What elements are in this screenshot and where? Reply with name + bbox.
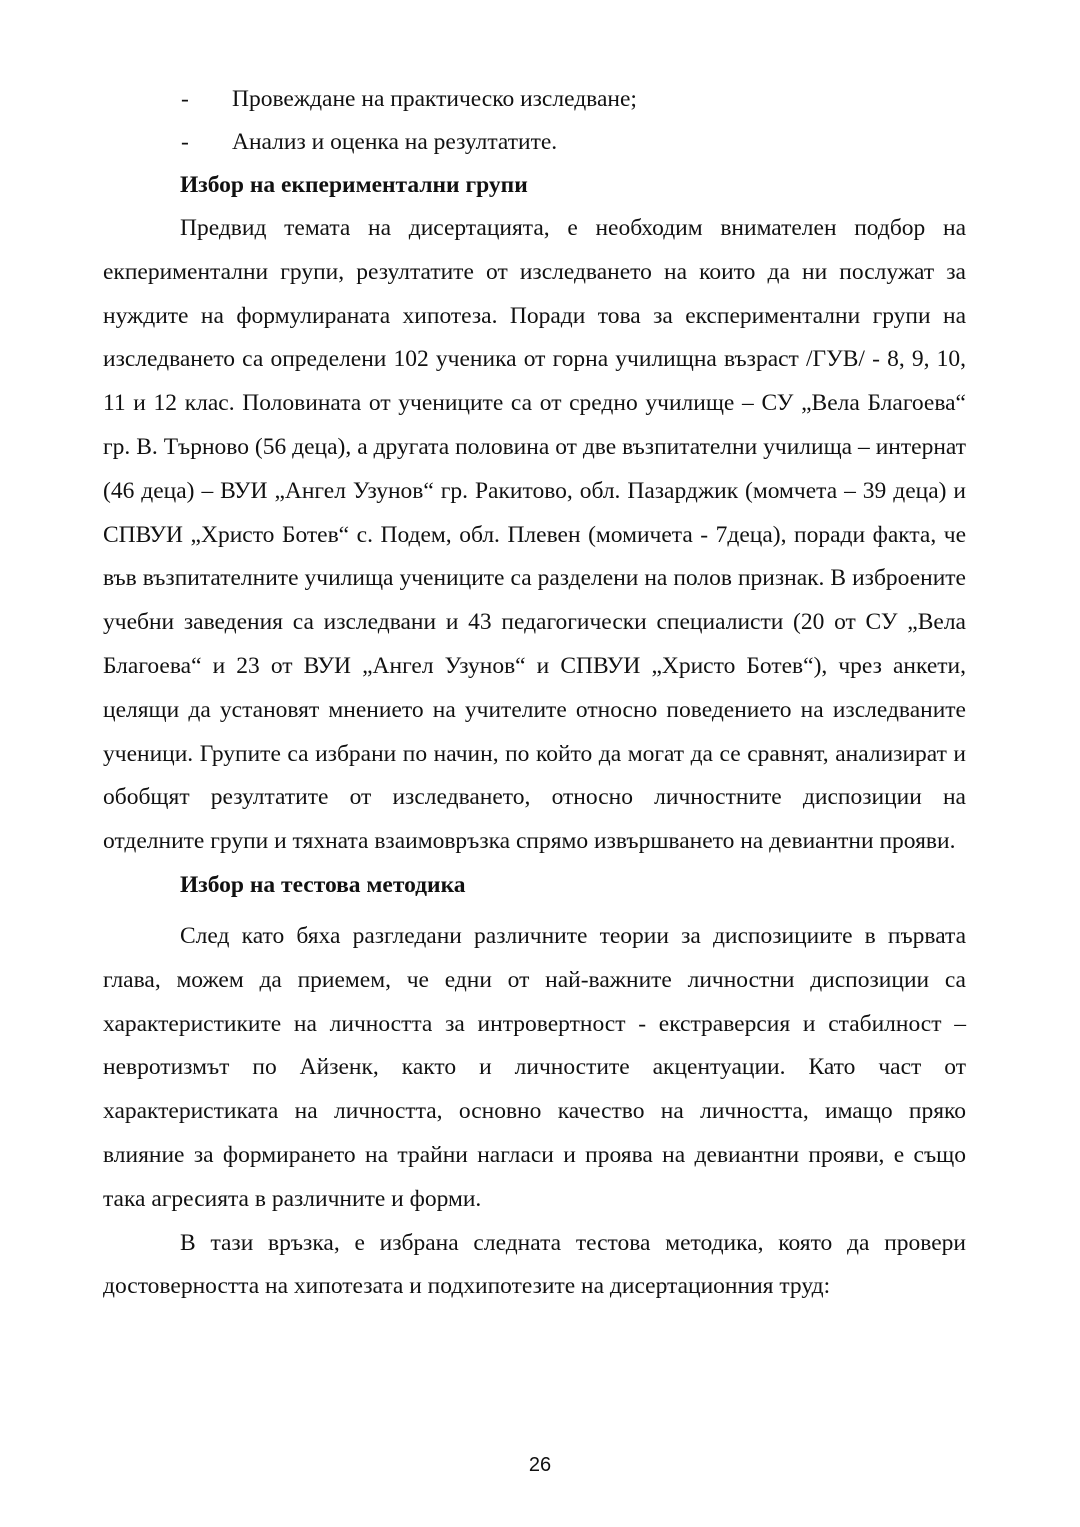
bullet-item [103,121,966,164]
bullet-item [103,78,966,121]
bullet-dash: - [181,86,189,112]
paragraph: Предвид темата на дисертацията, е необходим внимателен подбор на екпериментални групи, резултатите от изследването на които да ни послужат за нуждите на формулираната хипотеза. Поради това за експериментални групи на изследването са определени 102 ученика от горна училищна възраст /ГУВ/ - 8, 9, 10, 11 и 12 клас. Половината от учениците са от средно училище – СУ „Вела Благоева“ гр. В. Търново (56 деца), а другата половина от две възпитателни училища – интернат (46 деца) – ВУИ „Ангел Узунов“ гр. Ракитово, обл. Пазарджик (момчета – 39 деца) и СПВУИ „Христо Ботев“ с. Подем, обл. Плевен (момичета - 7деца), поради факта, че във възпитателните училища учениците са разделени на полов признак. В изброените учебни заведения са изследвани и 43 педагогически специалисти (20 от СУ „Вела Благоева“ и 23 от ВУИ „Ангел Узунов“ и СПВУИ „Христо Ботев“), чрез анкети, целящи да установят мнението на учителите относно поведението на изследваните ученици. Групите са избрани по начин, по който да могат да се сравнят, анализират и обобщят резултатите от изследването, относно личностните диспозиции на отделните групи и тяхната взаимовръзка спрямо извършването на девиантни прояви. [103,215,966,855]
bullet-dash: - [181,129,189,155]
section-heading: Избор на екпериментални групи [180,172,528,198]
paragraph: В тази връзка, е избрана следната тестова методика, която да провери достоверността на хипотезата и подхипотезите на дисертационния труд: [103,1229,966,1300]
page-number: 26 [528,1454,552,1476]
section-heading: Избор на тестова методика [180,871,466,898]
paragraph: След като бяха разгледани различните теории за диспозициите в първата глава, можем да приемем, че едни от най-важните личностни диспозиции са характеристиките на личността за интровертност - екстраверсия и стабилност – невротизмът по Айзенк, както и личностите акцентуации. Като част от характеристиката на личността, основно качество на личността, имащо пряко влияние за формирането на трайни нагласи и проява на девиантни прояви, е също така агресията в различните и форми. [103,922,966,1212]
bullet-text: Провеждане на практическо изследване; [232,86,637,112]
text-block [103,78,966,1309]
bullet-text: Анализ и оценка на резултатите. [232,129,558,155]
